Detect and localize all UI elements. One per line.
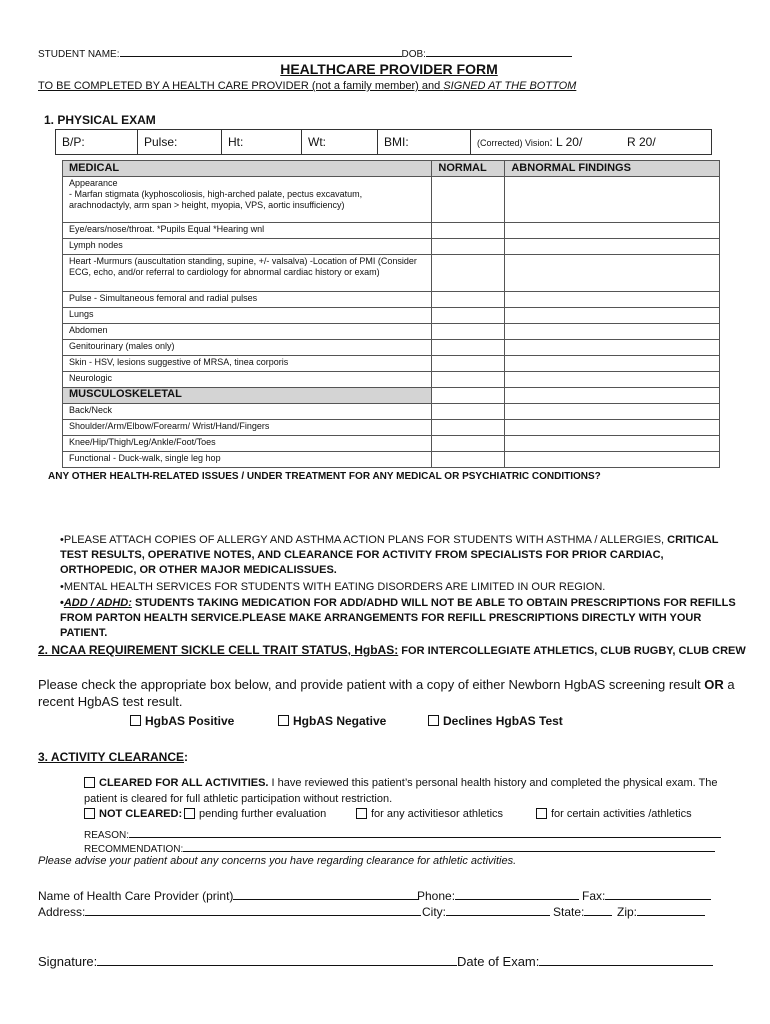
hgbas-positive-option[interactable]: HgbAS Positive: [130, 714, 234, 728]
col-normal: NORMAL: [432, 161, 505, 177]
musculoskeletal-header: MUSCULOSKELETAL: [63, 388, 720, 404]
section2-instructions: Please check the appropriate box below, and provide patient with a copy of either Newborn HgbAS screening result OR a recent HgbAS test result.: [38, 677, 735, 709]
hgbas-declines-option[interactable]: Declines HgbAS Test: [428, 714, 563, 728]
zip-field[interactable]: Zip:: [617, 904, 705, 919]
table-row: Appearance - Marfan stigmata (kyphoscoliosis, high-arched palate, pectus excavatum, arachnodactyly, arm span > height, myopia, VPS, aortic insufficiency): [63, 177, 720, 223]
advise-note: Please advise your patient about any concerns you have regarding clearance for athletic activities.: [38, 855, 517, 867]
city-field[interactable]: City:: [422, 904, 550, 919]
certain-activities-option[interactable]: for certain activities /athletics: [536, 808, 692, 820]
section3-title: 3. ACTIVITY CLEARANCE:: [38, 750, 189, 764]
table-row: Lymph nodes: [63, 239, 720, 255]
table-header: [63, 161, 720, 177]
exam-date-field[interactable]: Date of Exam:: [457, 952, 713, 969]
weight-field[interactable]: Wt:: [302, 130, 378, 154]
dob-line[interactable]: [426, 45, 572, 57]
table-row: Functional - Duck-walk, single leg hop: [63, 452, 720, 468]
height-field[interactable]: Ht:: [222, 130, 302, 154]
table-row: Eye/ears/nose/throat. *Pupils Equal *Hearing wnl: [63, 223, 720, 239]
phone-field[interactable]: Phone:: [417, 888, 579, 903]
checkbox-icon: [356, 808, 367, 819]
table-row: Genitourinary (males only): [63, 340, 720, 356]
pulse-field[interactable]: Pulse:: [138, 130, 222, 154]
fax-field[interactable]: Fax:: [582, 888, 711, 903]
student-name-line[interactable]: [120, 45, 402, 57]
table-row: Abdomen: [63, 324, 720, 340]
provider-name-field[interactable]: Name of Health Care Provider (print): [38, 888, 419, 903]
table-row: Shoulder/Arm/Elbow/Forearm/ Wrist/Hand/Fingers: [63, 420, 720, 436]
table-row: Pulse - Simultaneous femoral and radial pulses: [63, 292, 720, 308]
pending-evaluation-option[interactable]: pending further evaluation: [184, 808, 326, 820]
vitals-row: [55, 129, 712, 155]
reason-field[interactable]: REASON:: [84, 826, 721, 841]
checkbox-icon: [84, 777, 95, 788]
checkbox-icon: [84, 808, 95, 819]
section1-title: 1. PHYSICAL EXAM: [44, 113, 156, 127]
bmi-field[interactable]: BMI:: [378, 130, 471, 154]
other-issues-question: ANY OTHER HEALTH-RELATED ISSUES / UNDER TREATMENT FOR ANY MEDICAL OR PSYCHIATRIC CONDITIONS?: [48, 471, 601, 482]
form-title: HEALTHCARE PROVIDER FORM: [280, 61, 498, 77]
note-add-adhd: •ADD / ADHD: STUDENTS TAKING MEDICATION FOR ADD/ADHD WILL NOT BE ABLE TO OBTAIN PRESCRIPTIONS FOR REFILLS FROM PARTON HEALTH SERVICE.PLEASE MAKE ARRANGEMENTS FOR REFILL PRESCRIPTIONS DIRECTLY WITH YOUR PATIENT.: [60, 597, 736, 639]
note-mental-health: •MENTAL HEALTH SERVICES FOR STUDENTS WITH EATING DISORDERS ARE LIMITED IN OUR REGION.: [60, 581, 606, 593]
col-medical: MEDICAL: [63, 161, 432, 177]
any-activities-option[interactable]: for any activitiesor athletics: [356, 808, 503, 820]
checkbox-icon: [536, 808, 547, 819]
table-row: Skin - HSV, lesions suggestive of MRSA, tinea corporis: [63, 356, 720, 372]
checkbox-icon: [278, 715, 289, 726]
note-allergy-asthma: •PLEASE ATTACH COPIES OF ALLERGY AND ASTHMA ACTION PLANS FOR STUDENTS WITH ASTHMA / ALLERGIES, CRITICAL TEST RESULTS, OPERATIVE NOTES, AND CLEARANCE FOR ACTIVITY FROM SPECIALISTS FOR PRIOR CARDIAC, ORTHOPEDIC, OR OTHER MAJOR MEDICALISSUES.: [60, 534, 719, 576]
table-row: Lungs: [63, 308, 720, 324]
checkbox-icon: [184, 808, 195, 819]
vision-field[interactable]: (Corrected) Vision: L 20/ R 20/: [477, 135, 656, 149]
address-field[interactable]: Address:: [38, 904, 421, 919]
bp-field[interactable]: B/P:: [56, 130, 138, 154]
signature-field[interactable]: Signature:: [38, 952, 457, 969]
hgbas-negative-option[interactable]: HgbAS Negative: [278, 714, 386, 728]
section2-title: 2. NCAA REQUIREMENT SICKLE CELL TRAIT STATUS, HgbAS: FOR INTERCOLLEGIATE ATHLETICS, CLUB RUGBY, CLUB CREW: [38, 643, 746, 657]
medical-exam-table: [62, 160, 720, 468]
checkbox-icon: [130, 715, 141, 726]
state-field[interactable]: State:: [553, 904, 612, 919]
col-abnormal: ABNORMAL FINDINGS: [505, 161, 720, 177]
table-row: Knee/Hip/Thigh/Leg/Ankle/Foot/Toes: [63, 436, 720, 452]
checkbox-icon: [428, 715, 439, 726]
table-row: Neurologic: [63, 372, 720, 388]
form-subtitle: TO BE COMPLETED BY A HEALTH CARE PROVIDER (not a family member) and SIGNED AT THE BOTTOM: [38, 80, 577, 92]
not-cleared-option[interactable]: NOT CLEARED:: [84, 808, 182, 820]
recommendation-field[interactable]: RECOMMENDATION:: [84, 840, 715, 855]
other-issues-answer[interactable]: [48, 486, 718, 526]
table-row: Back/Neck: [63, 404, 720, 420]
student-name-field[interactable]: STUDENT NAME: DOB:: [38, 45, 572, 60]
table-row: Heart -Murmurs (auscultation standing, supine, +/- valsalva) -Location of PMI (Consider ECG, echo, and/or referral to cardiology for abnormal cardiac history or exam): [63, 255, 720, 292]
cleared-option[interactable]: CLEARED FOR ALL ACTIVITIES. I have reviewed this patient’s personal health history and completed the physical exam. The patient is cleared for full athletic participation without restriction.: [84, 777, 718, 805]
